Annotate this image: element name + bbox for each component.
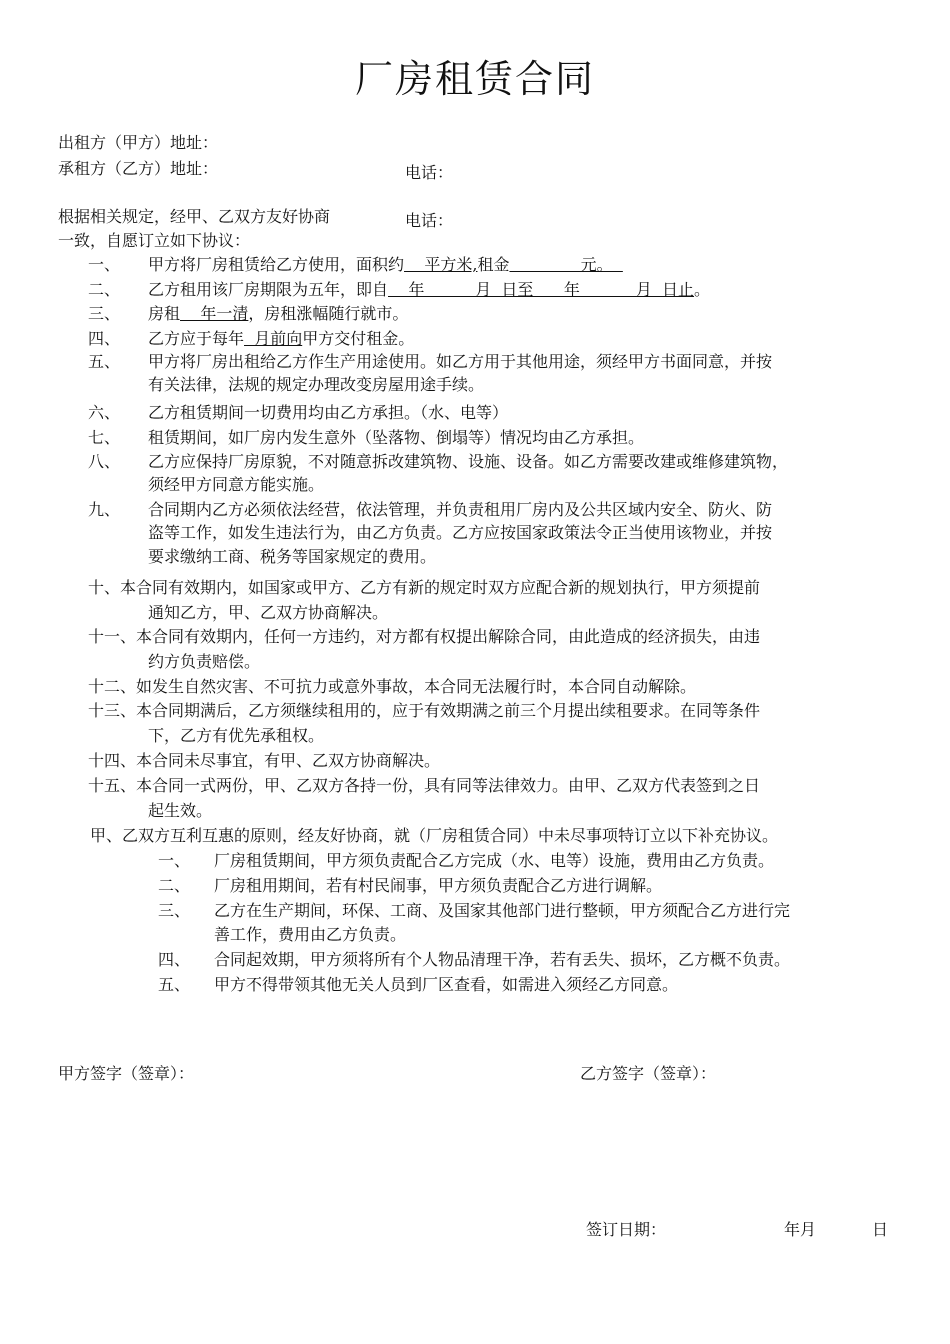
lessee-address-label: 承租方（乙方）地址：	[58, 159, 219, 178]
clause-11	[88, 624, 760, 647]
clause-number: 十一、	[88, 627, 137, 646]
clause-number: 十二、	[88, 677, 137, 696]
lessor-address-label: 出租方（甲方）地址：	[58, 133, 219, 152]
clause-text-part: ，房租涨幅随行就市。	[248, 304, 409, 323]
term-blank: 年 月 日至 年 月 日止	[388, 280, 695, 299]
clause-text-line: 要求缴纳工商、税务等国家规定的费用。	[148, 547, 437, 566]
clause-11-cont: 约方负责赔偿。	[148, 652, 261, 671]
clause-text-part: 房租	[148, 304, 181, 323]
clause-text: 租赁期间，如厂房内发生意外（坠落物、倒塌等）情况均由乙方承担。	[148, 428, 645, 447]
clause-text	[148, 252, 623, 275]
clause-number: 八、	[88, 452, 121, 471]
supplement-text: 甲方不得带领其他无关人员到厂区查看，如需进入须经乙方同意。	[214, 975, 679, 994]
signing-date-day: 日	[872, 1220, 889, 1239]
clause-number: 五、	[88, 352, 121, 371]
clause-text-line: 须经甲方同意方能实施。	[148, 475, 325, 494]
signing-date-year-month: 年月	[784, 1220, 817, 1239]
clause-15-cont: 起生效。	[148, 801, 213, 820]
clause-text	[148, 326, 414, 349]
clause-text-part: 乙方应于每年	[148, 329, 245, 348]
clause-10-cont: 通知乙方，甲、乙双方协商解决。	[148, 603, 389, 622]
clause-15	[88, 773, 760, 796]
clause-number: 二、	[88, 280, 121, 299]
clause-text-line: 如发生自然灾害、不可抗力或意外事故，本合同无法履行时，本合同自动解除。	[136, 677, 697, 696]
intro-line-1: 根据相关规定，经甲、乙双方友好协商	[58, 207, 331, 226]
clause-text-line: 盗等工作，如发生违法行为，由乙方负责。乙方应按国家政策法令正当使用该物业，并按	[148, 523, 773, 542]
clause-number: 七、	[88, 428, 121, 447]
party-b-signature-label: 乙方签字（签章）：	[580, 1064, 717, 1083]
clause-10	[88, 575, 760, 598]
clause-text-line: 本合同未尽事宜，有甲、乙双方协商解决。	[136, 751, 441, 770]
clause-5	[88, 350, 908, 396]
supplement-intro: 甲、乙双方互利互惠的原则，经友好协商，就（厂房租赁合同）中未尽事项特订立以下补充协议。	[90, 826, 779, 845]
clause-number: 四、	[88, 329, 121, 348]
clause-text: 乙方租赁期间一切费用均由乙方承担。（水、电等）	[148, 403, 509, 422]
clause-13	[88, 698, 760, 721]
clause-number: 三、	[88, 304, 121, 323]
clause-12	[88, 674, 696, 697]
area-blank: 平方米,	[404, 255, 478, 274]
clause-number: 十三、	[88, 701, 137, 720]
payment-blank: 年一清	[180, 304, 249, 323]
clause-text-line: 合同期内乙方必须依法经营，依法管理，并负责租用厂房内及公共区域内安全、防火、防	[148, 500, 773, 519]
clause-text-part: 乙方租用该厂房期限为五年，即自	[148, 280, 389, 299]
supplement-number: 二、	[158, 876, 191, 895]
party-a-signature-label: 甲方签字（签章）：	[58, 1064, 195, 1083]
supplement-text: 善工作，费用由乙方负责。	[214, 925, 407, 944]
clause-text-line: 本合同有效期内，如国家或甲方、乙方有新的规定时双方应配合新的规划执行，甲方须提前	[120, 578, 761, 597]
clause-number: 六、	[88, 403, 121, 422]
clause-9	[88, 498, 908, 568]
phone-label-2: 电话：	[405, 211, 454, 230]
supplement-number: 四、	[158, 950, 191, 969]
clause-text-part: 甲方交付租金。	[302, 329, 415, 348]
supplement-text: 厂房租赁期间，甲方须负责配合乙方完成（水、电等）设施，费用由乙方负责。	[214, 851, 775, 870]
clause-8	[88, 450, 908, 496]
supplement-number: 五、	[158, 975, 191, 994]
clause-text-line: 本合同有效期内，任何一方违约，对方都有权提出解除合同，由此造成的经济损失，由违	[136, 627, 761, 646]
phone-label-1: 电话：	[405, 163, 454, 182]
clause-text-line: 甲方将厂房出租给乙方作生产用途使用。如乙方用于其他用途，须经甲方书面同意，并按	[148, 352, 773, 371]
signing-date-label: 签订日期：	[586, 1220, 667, 1239]
clause-14	[88, 748, 440, 771]
rent-blank: 元。	[509, 255, 623, 274]
supplement-text: 乙方在生产期间，环保、工商、及国家其他部门进行整顿，甲方须配合乙方进行完	[214, 901, 791, 920]
clause-text-part: 。	[694, 280, 711, 299]
clause-number: 十五、	[88, 776, 137, 795]
clause-text-part: 甲方将厂房租赁给乙方使用，面积约	[148, 255, 405, 274]
intro-line-2: 一致，自愿订立如下协议：	[58, 231, 251, 250]
document-title: 厂房租赁合同	[354, 57, 595, 101]
clause-text	[148, 301, 408, 324]
supplement-number: 三、	[158, 901, 191, 920]
clause-text-line: 本合同期满后，乙方须继续租用的，应于有效期满之前三个月提出续租要求。在同等条件	[136, 701, 761, 720]
supplement-number: 一、	[158, 851, 191, 870]
supplement-text: 合同起效期，甲方须将所有个人物品清理干净，若有丢失、损坏，乙方概不负责。	[214, 950, 791, 969]
clause-text-line: 乙方应保持厂房原貌，不对随意拆改建筑物、设施、设备。如乙方需要改建或维修建筑物，	[148, 452, 789, 471]
clause-13-cont: 下，乙方有优先承租权。	[148, 726, 325, 745]
clause-number: 九、	[88, 500, 121, 519]
month-blank: 月前向	[244, 329, 303, 348]
clause-number: 一、	[88, 255, 121, 274]
clause-text-line: 本合同一式两份，甲、乙双方各持一份，具有同等法律效力。由甲、乙双方代表签到之日	[136, 776, 761, 795]
clause-text-part: 租金	[477, 255, 510, 274]
clause-number: 十、	[88, 578, 121, 597]
supplement-text: 厂房租用期间，若有村民闹事，甲方须负责配合乙方进行调解。	[214, 876, 663, 895]
clause-text-line: 有关法律，法规的规定办理改变房屋用途手续。	[148, 375, 485, 394]
clause-number: 十四、	[88, 751, 137, 770]
clause-text	[148, 277, 710, 300]
